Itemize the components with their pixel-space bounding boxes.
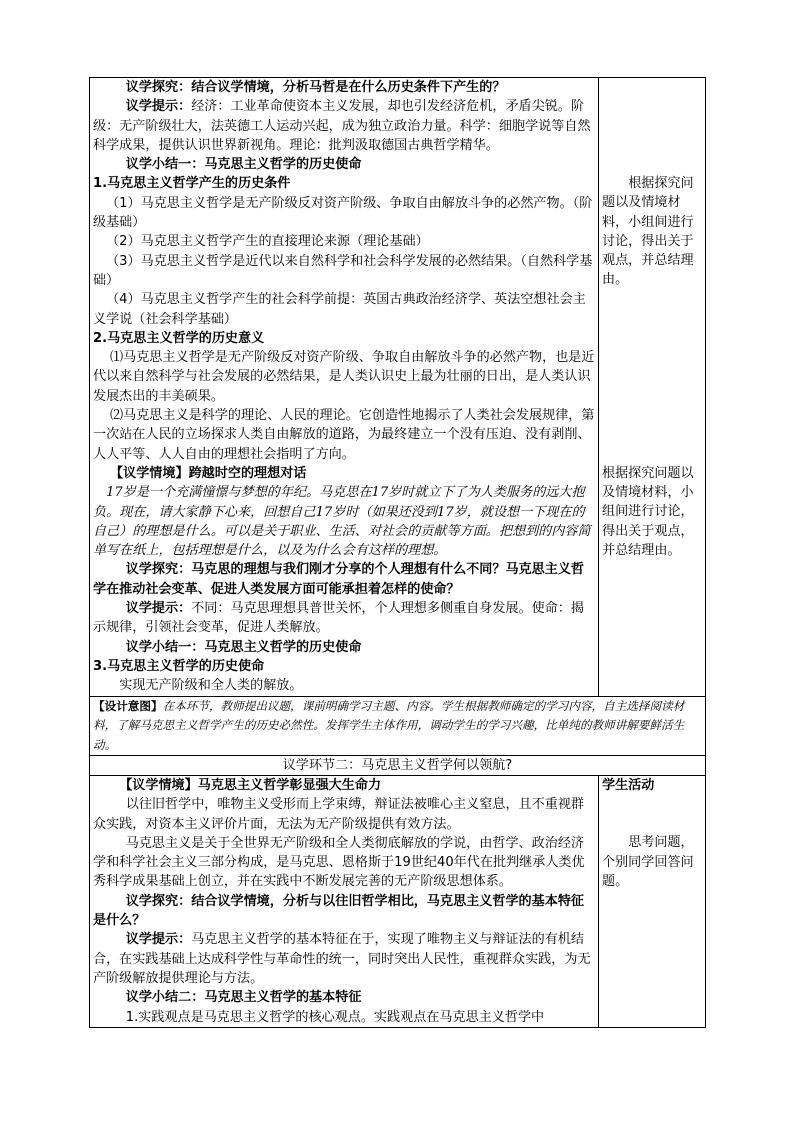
section-2-title: 议学环节二：马克思主义哲学何以领航? bbox=[90, 756, 706, 776]
significance-item-1: ⑴马克思主义哲学是无产阶级反对资产阶级、争取自由解放斗争的必然产物，也是近代以来自然科学与社会发展的必然结果，是人类认识史上最为壮丽的日出，是人类认识发展杰出的丰美硕果。 bbox=[93, 350, 595, 404]
condition-item-1: （1）马克思主义哲学是无产阶级反对资产阶级、争取自由解放斗争的必然产物。（阶级基础） bbox=[93, 195, 593, 231]
condition-item-3: （3）马克思主义哲学是近代以来自然科学和社会科学发展的必然结果。（自然科学基础） bbox=[93, 253, 593, 288]
activity-cell-1 bbox=[90, 78, 599, 697]
heading-mission: 3.马克思主义哲学的历史使命 bbox=[93, 658, 265, 674]
hint-3: 议学提示：马克思主义哲学的基本特征在于，实现了唯物主义与辩证法的有机结合，在实践基础上达成科学性与革命性的统一，同时突出人民性，重视群众实践，为无产阶级解放提供理论与方法。 bbox=[93, 932, 591, 986]
condition-item-4: （4）马克思主义哲学产生的社会科学前提：英国古典政治经济学、英法空想社会主义学说（社会科学基础） bbox=[93, 292, 586, 327]
inquiry-1: 议学探究：结合议学情境，分析马哲是在什么历史条件下产生的？ bbox=[125, 80, 506, 95]
student-activity-cell-2 bbox=[599, 776, 706, 1028]
inquiry-2: 议学探究：马克思的理想与我们刚才分享的个人理想有什么不同？马克思主义哲学在推动社会变革、促进人类发展方面可能承担着怎样的使命？ bbox=[93, 562, 585, 597]
situation-2-para-1: 以往旧哲学中，唯物主义受形而上学束缚，辩证法被唯心主义窒息，且不重视群众实践，对资本主义评价片面，无法为无产阶级提供有效方法。 bbox=[93, 797, 585, 832]
summary-2: 议学小结一：马克思主义哲学的历史使命 bbox=[125, 639, 362, 655]
significance-item-2: ⑵马克思主义是科学的理论、人民的理论。它创造性地揭示了人类社会发展规律，第一次站在人民的立场探求人类自由解放的道路，为最终建立一个没有压迫、没有剥削、人人平等、人人自由的理想社会指明了方向。 bbox=[93, 408, 595, 462]
situation-2-para-2: 马克思主义是关于全世界无产阶级和全人类彻底解放的学说，由哲学、政治经济学和科学社会主义三部分构成，是马克思、恩格斯于19世纪40年代在批判继承人类优秀科学成果基础上创立，并在实践中不断发展完善的无产阶级思想体系。 bbox=[93, 835, 585, 890]
situation-text: 17岁是一个充满憧憬与梦想的年纪。马克思在17岁时就立下了为人类服务的远大抱负。现在，请大家静下心来，回想自己17岁时（如果还没到17岁，就设想一下现在的自己）的理想是什么。可以是关于职业、生活、对社会的贡献等方面。把想到的内容简单写在纸上，包括理想是什么，以及为什么会有这样的理想。 bbox=[93, 485, 591, 559]
situation-2-title: 【议学情境】马克思主义哲学彰显强大生命力 bbox=[119, 778, 382, 793]
situation-title: 【议学情境】跨越时空的理想对话 bbox=[110, 465, 307, 481]
point-1: 1.实践观点是马克思主义哲学的核心观点。实践观点在马克思主义哲学中 bbox=[125, 1009, 545, 1025]
design-intent: 【设计意图】在本环节，教师提出议题，课前明确学习主题、内容。学生根据教师确定的学习内容，自主选择阅读材料，了解马克思主义哲学产生的历史必然性。发挥学生主体作用，调动学生的学习兴趣，比单纯的教师讲解要鲜活生动。 bbox=[93, 698, 685, 752]
mission-text: 实现无产阶级和全人类的解放。 bbox=[119, 678, 303, 694]
side-title: 学生活动 bbox=[602, 778, 655, 793]
side-note-2: 根据探究问题以及情境材料，小组间进行讨论，得出关于观点，并总结理由。 bbox=[602, 465, 694, 558]
hint-2: 议学提示：不同：马克思理想具普世关怀，个人理想多侧重自身发展。使命：揭示规律，引领社会变革，促进人类解放。 bbox=[93, 601, 585, 636]
condition-item-2: （2）马克思主义哲学产生的直接理论来源（理论基础） bbox=[106, 234, 429, 250]
heading-conditions: 1.马克思主义哲学产生的历史条件 bbox=[93, 176, 291, 192]
activity-cell-2 bbox=[90, 776, 599, 1028]
design-intent-cell bbox=[90, 696, 706, 756]
student-activity-cell-1 bbox=[599, 78, 706, 697]
summary-1: 议学小结一：马克思主义哲学的历史使命 bbox=[125, 157, 362, 173]
summary-3: 议学小结二：马克思主义哲学的基本特征 bbox=[125, 990, 362, 1006]
hint-1: 议学提示：经济：工业革命使资本主义发展，却也引发经济危机，矛盾尖锐。阶级：无产阶级壮大，法英德工人运动兴起，成为独立政治力量。科学：细胞学说等自然科学成果，提供认识世界新视角。理论：批判汲取德国古典哲学精华。 bbox=[93, 99, 591, 153]
heading-significance: 2.马克思主义哲学的历史意义 bbox=[93, 330, 265, 346]
side-note-1: 根据探究问题以及情境材料，小组间进行讨论，得出关于观点，并总结理由。 bbox=[602, 176, 694, 288]
lesson-plan-table bbox=[89, 77, 706, 1028]
side-note-3: 思考问题，个别同学回答问题。 bbox=[602, 835, 694, 889]
inquiry-3: 议学探究：结合议学情境，分析与以往旧哲学相比，马克思主义哲学的基本特征是什么？ bbox=[93, 893, 585, 929]
